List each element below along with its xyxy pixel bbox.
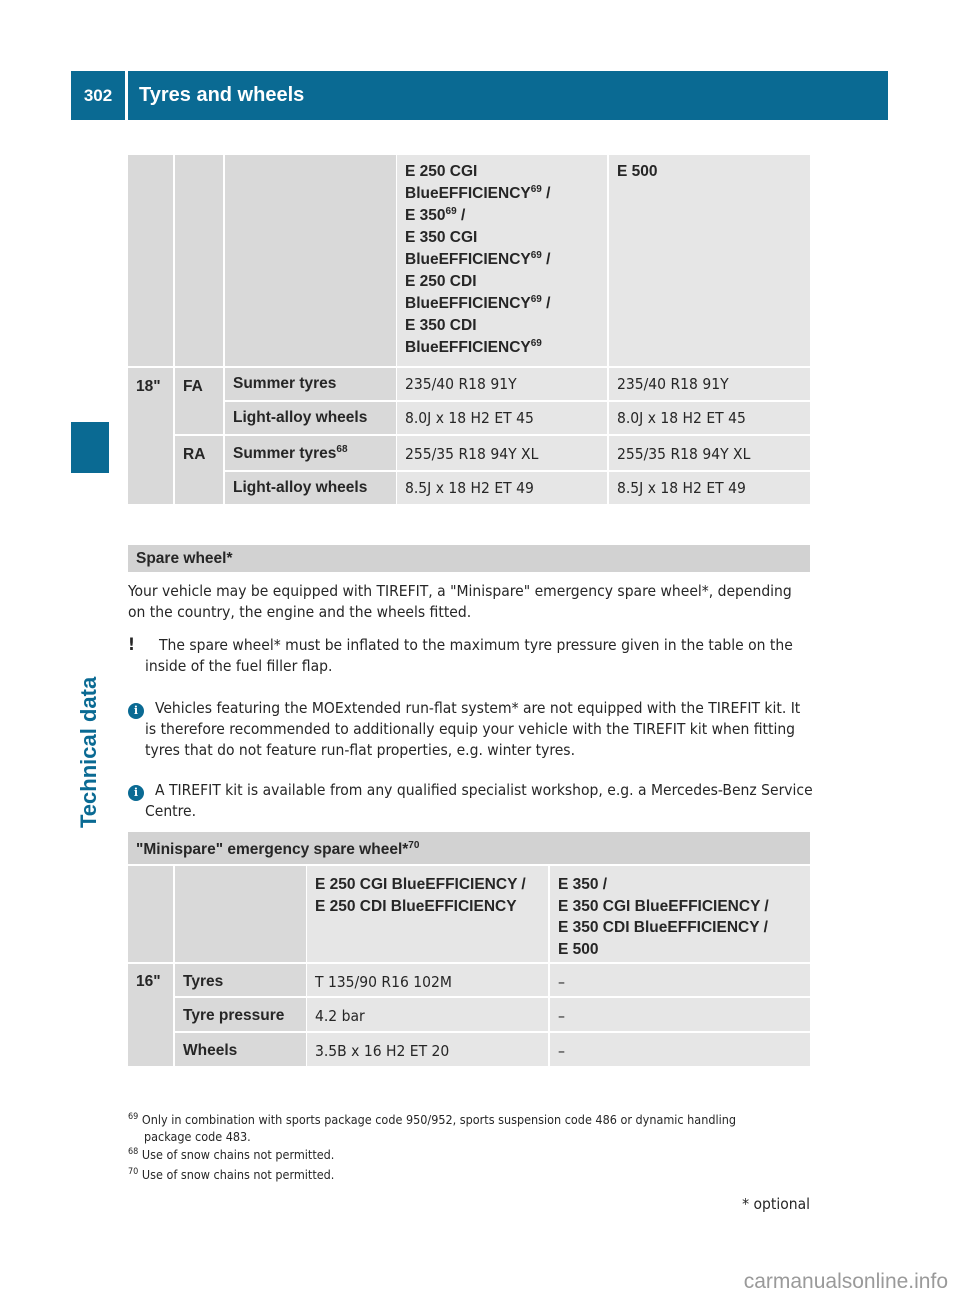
footnote: $^{70}$ Use of snow chains not permitted.: [128, 1166, 335, 1182]
wheel-size: 18": [128, 368, 173, 504]
footnote: $^{68}$ Use of snow chains not permitted.: [128, 1146, 335, 1162]
model-line: E 350 CDI: [405, 317, 477, 334]
model-line: BlueEFFICIENCY$^{69}$ /: [405, 183, 551, 202]
table-cell: 8.5J x 18 H2 ET 49: [397, 472, 607, 504]
table-cell: 8.5J x 18 H2 ET 49: [609, 472, 810, 504]
axle-front: FA: [175, 368, 223, 434]
model-line: E 350 CGI: [405, 229, 478, 246]
info-icon: i: [128, 703, 144, 719]
section-tab: [76, 648, 106, 828]
section-marker: [71, 422, 109, 473]
info-text: A TIREFIT kit is available from any qualified specialist workshop, e.g. a Mercedes-Benz Service Centre.: [145, 781, 813, 820]
header-model-group-2: E 500: [609, 155, 810, 366]
table-cell: 235/40 R18 91Y: [397, 368, 607, 400]
table-cell: 4.2 bar: [307, 998, 548, 1031]
model-line: E 250 CDI: [405, 273, 477, 290]
table-header-blank: [175, 155, 223, 366]
model-line: E $350^{69}$ /: [405, 205, 466, 224]
page-number: 302: [71, 71, 125, 120]
info-note-1: [128, 698, 813, 761]
row-label: Summer tyres: [225, 368, 396, 400]
section-label: Technical data: [76, 676, 101, 828]
info-note-2: [128, 780, 813, 822]
model-line: E 250 CGI: [405, 163, 478, 180]
header-model-group-2: E 350 / E 350 CGI BlueEFFICIENCY / E 350 CDI BlueEFFICIENCY / E 500: [550, 866, 810, 962]
info-text: Vehicles featuring the MOExtended run-flat system* are not equipped with the TIREFIT kit. It is therefore recommended to additionally equip your vehicle with the TIREFIT kit when fitting tyres that do not feature run-flat properties, e.g. winter tyres.: [145, 699, 801, 759]
section-heading-spare-wheel: Spare wheel*: [128, 545, 810, 572]
row-label: Wheels: [175, 1033, 306, 1066]
axle-rear: RA: [175, 436, 223, 504]
page-title: Tyres and wheels: [128, 71, 888, 120]
table-cell: 255/35 R18 94Y XL: [397, 436, 607, 470]
model-line: BlueEFFICIENCY$^{69}$ /: [405, 249, 551, 268]
info-icon: i: [128, 785, 144, 801]
table-cell: 8.0J x 18 H2 ET 45: [609, 402, 810, 434]
model-line: BlueEFFICIENCY$^{69}$ /: [405, 293, 551, 312]
table-header-blank: [175, 866, 306, 962]
header-model-group-1: E 250 CGI BlueEFFICIENCY / E 250 CDI BlueEFFICIENCY: [307, 866, 548, 962]
model-line: BlueEFFICIENCY$^{69}$: [405, 337, 542, 356]
table-header-blank: [128, 155, 173, 366]
row-label: Tyre pressure: [175, 998, 306, 1031]
row-label: Light-alloy wheels: [225, 472, 396, 504]
warning-note: [128, 635, 813, 677]
optional-note: * optional: [742, 1195, 810, 1213]
intro-paragraph: Your vehicle may be equipped with TIREFIT, a "Minispare" emergency spare wheel*, depending on the country, the engine and the wheels fitted.: [128, 582, 792, 621]
minispare-table-title: "Minispare" emergency spare wheel*$^{70}$: [128, 832, 810, 864]
table-cell: –: [550, 964, 810, 996]
row-label: Summer tyres$^{68}$: [225, 436, 396, 470]
row-label: Tyres: [175, 964, 306, 996]
table-cell: –: [550, 1033, 810, 1066]
footnote: $^{69}$ Only in combination with sports package code 950/952, sports suspension code 486 or dynamic handling package code 483.: [128, 1111, 736, 1144]
table-header-blank: [128, 866, 173, 962]
warning-text: The spare wheel* must be inflated to the maximum tyre pressure given in the table on the inside of the fuel filler flap.: [145, 636, 793, 675]
table-cell: 255/35 R18 94Y XL: [609, 436, 810, 470]
table-cell: –: [550, 998, 810, 1031]
row-label: Light-alloy wheels: [225, 402, 396, 434]
wheel-size: 16": [128, 964, 173, 1066]
header-model-group-1: [397, 155, 607, 366]
warning-icon: !: [128, 635, 135, 655]
watermark: carmanualsonline.info: [743, 1270, 948, 1293]
table-cell: 8.0J x 18 H2 ET 45: [397, 402, 607, 434]
table-cell: 3.5B x 16 H2 ET 20: [307, 1033, 548, 1066]
table-header-blank: [225, 155, 396, 366]
table-cell: T 135/90 R16 102M: [307, 964, 548, 996]
table-cell: 235/40 R18 91Y: [609, 368, 810, 400]
